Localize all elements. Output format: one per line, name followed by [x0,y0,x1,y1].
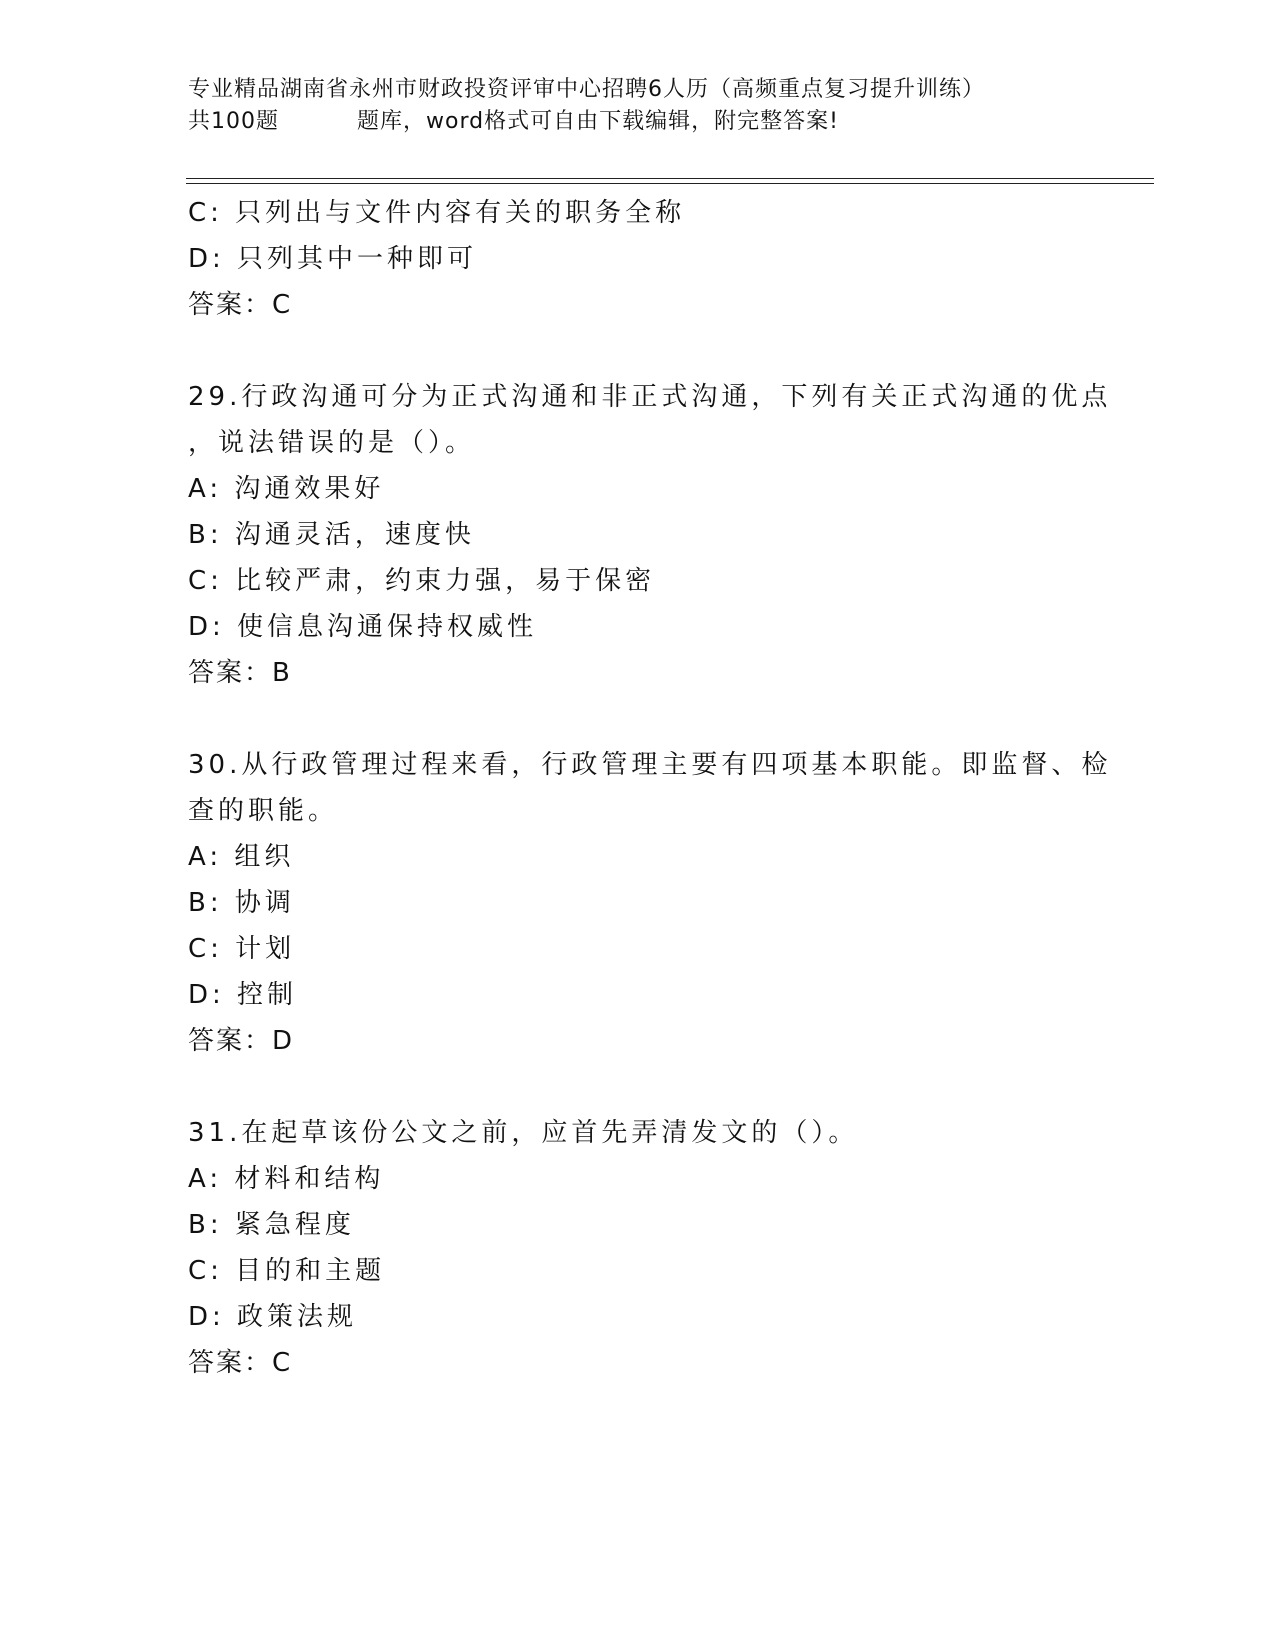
option-c: C: 比较严肃，约束力强，易于保密 [188,566,656,596]
document-header [188,74,1088,138]
question-30 [188,742,1112,1064]
option-d: D: 政策法规 [188,1302,358,1332]
header-title: 专业精品湖南省永州市财政投资评审中心招聘6人历（高频重点复习提升训练） [188,77,985,102]
option-a: A: 沟通效果好 [188,474,385,504]
question-31 [188,1110,1088,1386]
question-stem-line: 29.行政沟通可分为正式沟通和非正式沟通，下列有关正式沟通的优点 [188,382,1112,412]
option-d: D: 只列其中一种即可 [188,244,478,274]
header-divider-top [186,178,1154,179]
header-divider-bottom [186,183,1154,184]
option-a: A: 材料和结构 [188,1164,385,1194]
option-c: C: 计划 [188,934,296,964]
option-c: C: 目的和主题 [188,1256,386,1286]
answer: 答案：D [188,1026,295,1056]
option-d: D: 使信息沟通保持权威性 [188,612,538,642]
question-stem-line: 30.从行政管理过程来看，行政管理主要有四项基本职能。即监督、检 [188,750,1112,780]
option-b: B: 紧急程度 [188,1210,355,1240]
answer: 答案：C [188,290,293,320]
question-list [188,190,1112,1386]
header-subtitle [188,106,1088,138]
option-c: C: 只列出与文件内容有关的职务全称 [188,198,686,228]
question-28-tail [188,190,1088,328]
question-stem-line: ，说法错误的是（）。 [188,428,476,458]
question-separator [188,328,1088,374]
header-question-count: 共100题 [188,109,279,134]
option-a: A: 组织 [188,842,295,872]
option-b: B: 沟通灵活，速度快 [188,520,475,550]
answer: 答案：B [188,658,292,688]
option-b: B: 协调 [188,888,295,918]
question-separator [188,1064,1088,1110]
question-29 [188,374,1112,696]
question-stem-line: 查的职能。 [188,796,339,826]
answer: 答案：C [188,1348,293,1378]
question-stem-line: 31.在起草该份公文之前，应首先弄清发文的（）。 [188,1118,859,1148]
question-separator [188,696,1088,742]
option-d: D: 控制 [188,980,298,1010]
header-description: 题库，word格式可自由下载编辑，附完整答案! [357,109,839,134]
